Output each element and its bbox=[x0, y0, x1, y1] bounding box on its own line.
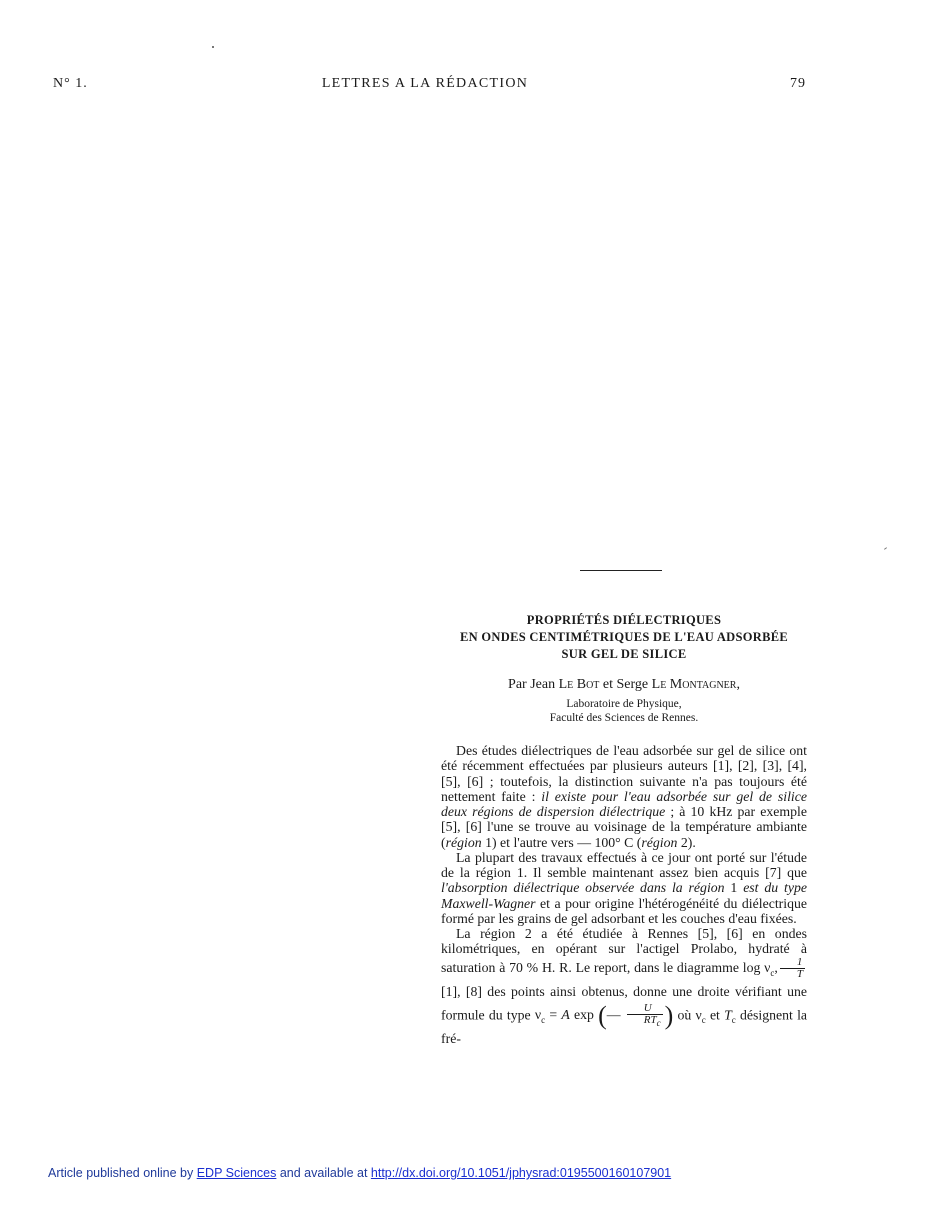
fraction: $\frac{1}{T}$ bbox=[780, 957, 805, 980]
author-name: Le Montagner, bbox=[651, 677, 740, 692]
paragraph: Des études diélectriques de l'eau adsorbée sur gel de silice ont été récemment effectuées par plusieurs auteurs [1], [2], [3], [4], [5], [6] ; toutefois, la distinction suivante n'a pas toujours été nettement faite : il existe pour l'eau adsorbée sur gel de silice deux régions de dispersion diélectrique ; à 10 kHz par exemple [5], [6] l'une se trouve au voisinage de la température ambiante (région 1) et l'autre vers — 100° C (région 2). bbox=[441, 743, 807, 850]
publication-footer: Article published online by EDP Sciences and available at http://dx.doi.org/10.1051/jphysrad:0195500160107901 bbox=[48, 1166, 672, 1180]
affiliation-line: Faculté des Sciences de Rennes. bbox=[549, 712, 699, 724]
page-number: 79 bbox=[790, 76, 806, 91]
article-title bbox=[441, 612, 807, 663]
fraction: $\frac{U}{RT_c}$ bbox=[627, 1003, 663, 1029]
right-paren: ) bbox=[664, 1000, 674, 1030]
publisher-link[interactable]: EDP Sciences bbox=[196, 1166, 277, 1180]
byline-prefix: Par Jean bbox=[508, 677, 556, 692]
byline bbox=[441, 676, 807, 694]
left-paren: ( bbox=[598, 1000, 607, 1030]
paragraph: La plupart des travaux effectués à ce jour ont porté sur l'étude de la région 1. Il semble maintenant assez bien acquis [7] que l'absorption diélectrique observée dans la région 1 est du type Maxwell-Wagner et a pour origine l'hétérogénéité du diélectrique formé par les grains de gel adsorbant et les couches d'eau fixées. bbox=[441, 849, 807, 926]
affiliation-line: Laboratoire de Physique, bbox=[566, 698, 682, 710]
title-line: PROPRIÉTÉS DIÉLECTRIQUES bbox=[526, 613, 722, 627]
title-line: EN ONDES CENTIMÉTRIQUES DE L'EAU ADSORBÉE bbox=[460, 630, 788, 644]
affiliation bbox=[441, 697, 807, 725]
byline-conjunction: et Serge bbox=[602, 677, 649, 692]
issue-number: N° 1. bbox=[53, 76, 88, 91]
scan-speck bbox=[884, 547, 887, 550]
scan-speck bbox=[212, 46, 214, 48]
section-separator bbox=[580, 570, 662, 571]
doi-link[interactable]: http://dx.doi.org/10.1051/jphysrad:0195500160107901 bbox=[370, 1166, 672, 1180]
author-name: Le Bot bbox=[558, 677, 600, 692]
paragraph: La région 2 a été étudiée à Rennes [5], [6] en ondes kilométriques, en opérant sur l'actigel Prolabo, hydraté à saturation à 70 % H. R. Le report, dans le diagramme $\log \nu_c$, $\frac{1}{T}$ [1], [8] des points ainsi obtenus, donne une droite vérifiant une formule du type $\nu_c = A$ exp (— $\frac{U}{RT_c}$ ) où $\nu_c$ et $T_c$ désignent la fré- bbox=[441, 926, 808, 1046]
formula: $\nu_c = A$ exp (— $\frac{U}{RT_c}$ ) bbox=[534, 1000, 674, 1030]
title-line: SUR GEL DE SILICE bbox=[561, 647, 687, 661]
article-body bbox=[441, 743, 807, 1046]
running-title: LETTRES A LA RÉDACTION bbox=[321, 76, 529, 91]
